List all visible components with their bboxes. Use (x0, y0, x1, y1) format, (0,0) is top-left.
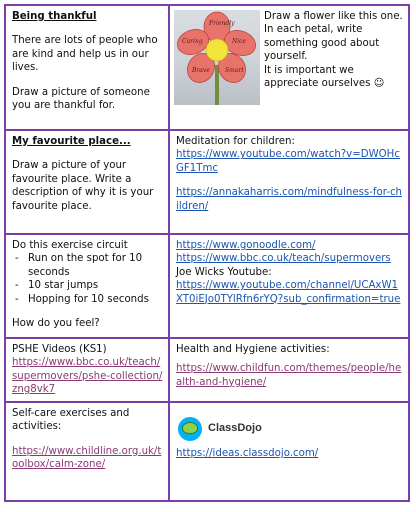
thankful-cell (6, 6, 170, 131)
exercise-question: How do you feel? (12, 318, 100, 330)
hygiene-link[interactable]: https://www.childfun.com/themes/people/health-and-hygiene/ (176, 363, 402, 388)
classdojo-cell (170, 403, 408, 500)
meditation-heading: Meditation for children: (176, 136, 295, 147)
joe-wicks-youtube-link[interactable]: https://www.youtube.com/channel/UCAxW1XT0iEJo0TYlRfn6rYQ?sub_confirmation=true (176, 280, 401, 305)
exercise-list (12, 252, 163, 306)
pshe-link[interactable]: https://www.bbc.co.uk/teach/supermovers/pshe-collection/zng8vk7 (12, 357, 163, 396)
favourite-place-text: Draw a picture of your favourite place. Write a description of why it is your favourite place. (12, 160, 154, 212)
gonoodle-link[interactable]: https://www.gonoodle.com/ (176, 240, 316, 251)
annaka-harris-link[interactable]: https://annakaharris.com/mindfulness-for-children/ (176, 187, 402, 212)
exercise-item: - Run on the spot for 10 seconds (12, 252, 163, 279)
exercise-item: - 10 star jumps (12, 279, 163, 292)
thankful-title: Being thankful (12, 11, 97, 22)
joe-wicks-label: Joe Wicks Youtube: (176, 266, 272, 278)
selfcare-heading: Self-care exercises and activities: (12, 408, 130, 433)
meditation-cell (170, 131, 408, 235)
childline-link[interactable]: https://www.childline.org.uk/toolbox/calm-zone/ (12, 445, 162, 471)
flower-cell (170, 6, 408, 131)
favourite-place-title: My favourite place... (12, 136, 131, 147)
selfcare-cell (6, 403, 170, 500)
flower-appreciate-text: It is important we appreciate ourselves ☺ (264, 64, 385, 90)
activity-sheet (4, 4, 410, 502)
petal-word-3: Smart (225, 67, 244, 74)
movement-cell (170, 235, 408, 339)
meditation-youtube-link[interactable]: https://www.youtube.com/watch?v=DWOHcGF1Tmc (176, 149, 400, 174)
pshe-heading: PSHE Videos (KS1) (12, 344, 107, 355)
paper-flower-image (174, 10, 260, 105)
exercise-cell (6, 235, 170, 339)
petal-word-5: Caring (182, 38, 203, 45)
exercise-item: - Hopping for 10 seconds (12, 293, 163, 306)
thankful-instruction: Draw a picture of someone you are thankful for. (12, 86, 150, 112)
classdojo-logo-text: ClassDojo (208, 422, 262, 435)
classdojo-monster-icon (178, 417, 202, 441)
hygiene-heading: Health and Hygiene activities: (176, 344, 330, 355)
petal-word-4: Brave (192, 67, 210, 74)
favourite-place-cell (6, 131, 170, 235)
flower-photo (174, 10, 260, 105)
classdojo-logo (178, 417, 403, 441)
supermovers-link[interactable]: https://www.bbc.co.uk/teach/supermovers (176, 253, 391, 265)
flower-instructions (264, 10, 404, 90)
exercise-heading: Do this exercise circuit (12, 240, 128, 251)
flower-instruction-text: Draw a flower like this one. In each petal, write something good about yourself. (264, 11, 403, 63)
thankful-text: There are lots of people who are kind and help us in our lives. (12, 35, 158, 74)
pshe-cell (6, 339, 170, 403)
classdojo-ideas-link[interactable]: https://ideas.classdojo.com/ (176, 448, 319, 459)
petal-word-1: Friendly (209, 20, 235, 27)
activity-grid (4, 4, 410, 502)
hygiene-cell (170, 339, 408, 403)
petal-word-2: Nice (232, 38, 247, 45)
